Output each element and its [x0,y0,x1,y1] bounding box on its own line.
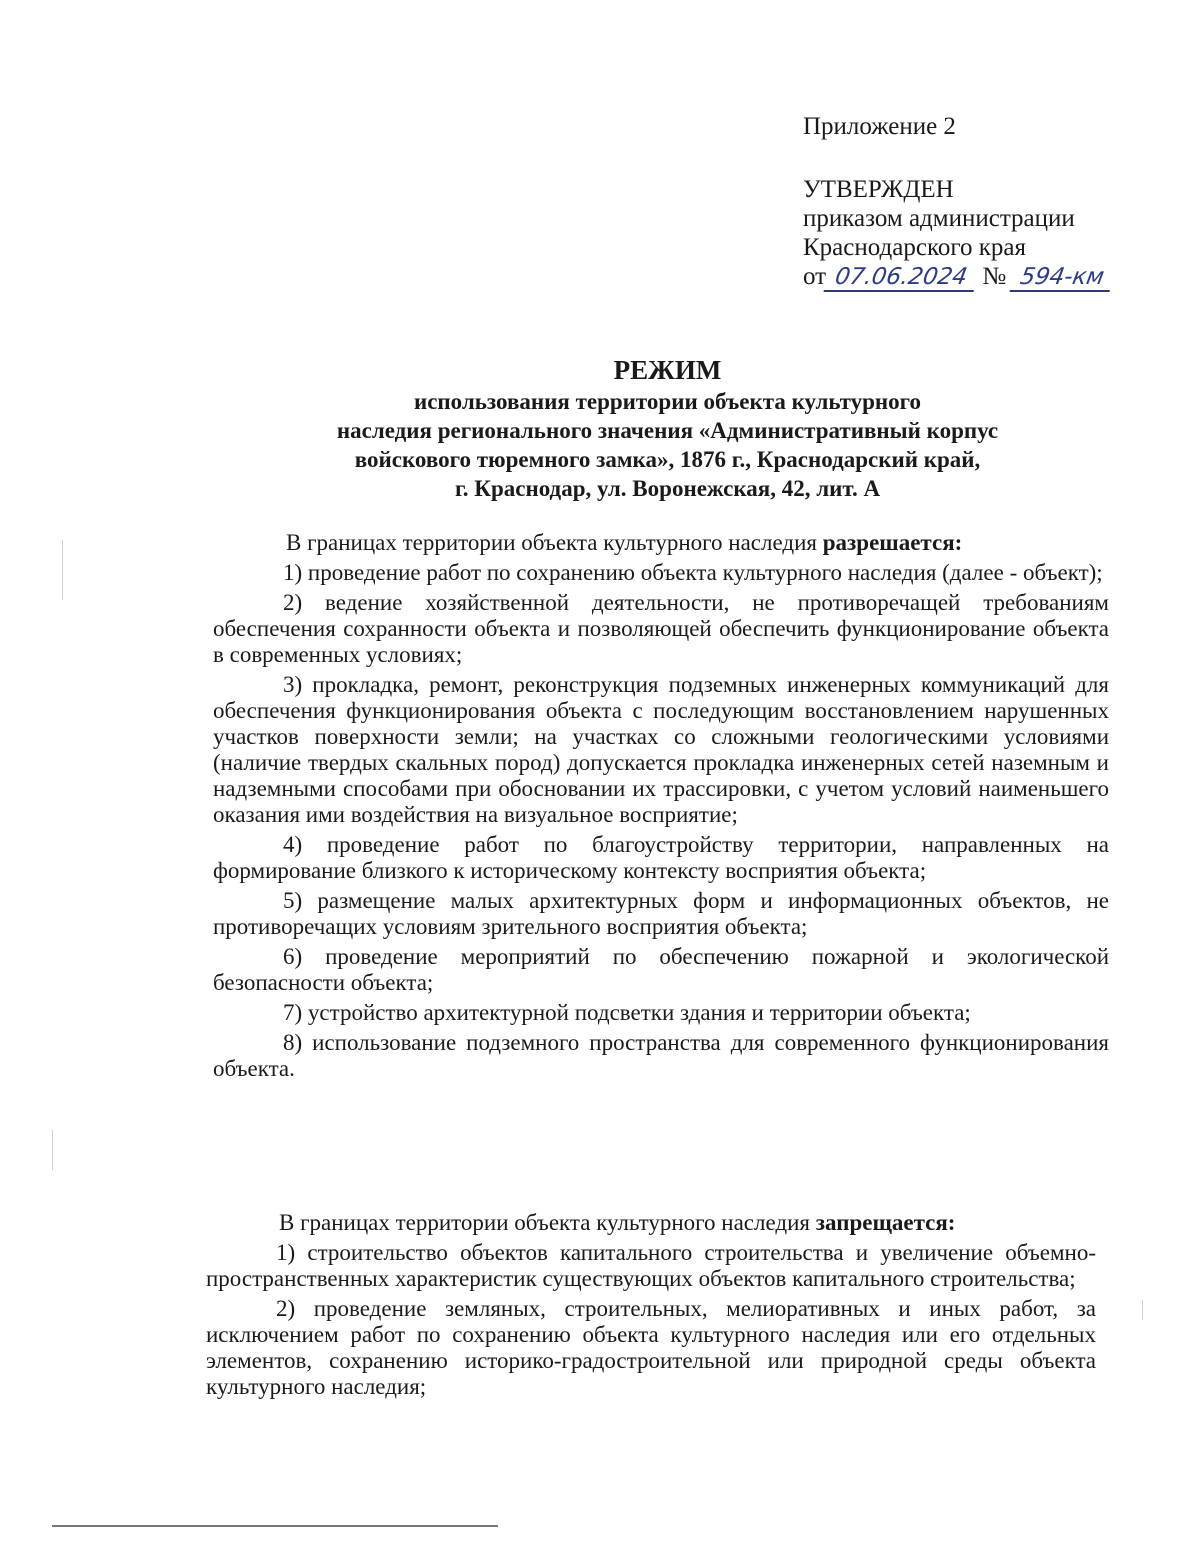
approval-date-line [803,262,1163,292]
prohibited-lead-bold: запрещается: [815,1210,956,1235]
title-line-2: наследия регионального значения «Административный корпус [336,418,999,443]
permitted-item: 2) ведение хозяйственной деятельности, не противоречащей требованиям обеспечения сохранности объекта и позволяющей обеспечить функционирование объекта в современных условиях; [213,590,1109,667]
annex-label: Приложение 2 [803,113,956,140]
title-line-4: г. Краснодар, ул. Воронежская, 42, лит. А [454,476,881,501]
handwritten-number: 594-км [1010,264,1115,292]
prohibited-section [206,1210,1096,1400]
permitted-item: 4) проведение работ по благоустройству территории, направленных на формирование близкого к историческому контексту восприятия объекта; [213,832,1109,883]
approval-line-2: Краснодарского края [803,234,1026,261]
title-line-1: использования территории объекта культурного [413,389,922,414]
permitted-lead-bold: разрешается: [822,530,963,555]
prohibited-lead [206,1210,1096,1236]
scan-artifact [62,540,63,600]
permitted-item: 7) устройство архитектурной подсветки здания и территории объекта; [283,1000,971,1025]
permitted-lead [213,530,1109,556]
prohibited-item: 1) строительство объектов капитального строительства и увеличение объемно-пространственных характеристик существующих объектов капитального строительства; [206,1240,1096,1291]
permitted-section [213,530,1109,1082]
scan-artifact [52,1130,53,1170]
from-label: от [803,263,827,290]
scan-artifact [1142,1300,1143,1320]
title-main: РЕЖИМ [613,355,722,385]
permitted-item: 8) использование подземного пространства для современного функционирования объекта. [213,1030,1109,1081]
approved-label: УТВЕРЖДЕН [803,176,954,203]
approval-line-1: приказом администрации [803,205,1075,232]
permitted-item: 1) проведение работ по сохранению объекта культурного наследия (далее - объект); [283,560,1103,585]
permitted-item: 5) размещение малых архитектурных форм и информационных объектов, не противоречащих условиям зрительного восприятия объекта; [213,888,1109,939]
permitted-item: 3) прокладка, ремонт, реконструкция подземных инженерных коммуникаций для обеспечения функционирования объекта с последующим восстановлением нарушенных участков поверхности земли; на участках со сложными геологическими условиями (наличие твердых скальных пород) допускается прокладка инженерных сетей наземным и надземными способами при обосновании их трассировки, с учетом условий наименьшего оказания ими воздействия на визуальное восприятие; [213,672,1109,827]
handwritten-date: 07.06.2024 [824,264,979,292]
permitted-lead-text: В границах территории объекта культурного наследия [286,530,823,555]
bottom-rule [52,1525,498,1527]
title-line-3: войскового тюремного замка», 1876 г., Краснодарский край, [354,447,981,472]
document-title [200,354,1135,502]
prohibited-lead-text: В границах территории объекта культурного наследия [279,1210,816,1235]
number-label: № [982,263,1007,290]
prohibited-item: 2) проведение земляных, строительных, мелиоративных и иных работ, за исключением работ по сохранению объекта культурного наследия или его отдельных элементов, сохранению историко-градостроительной или природной среды объекта культурного наследия; [206,1296,1096,1399]
approval-block [803,112,1163,292]
permitted-item: 6) проведение мероприятий по обеспечению пожарной и экологической безопасности объекта; [213,944,1109,995]
